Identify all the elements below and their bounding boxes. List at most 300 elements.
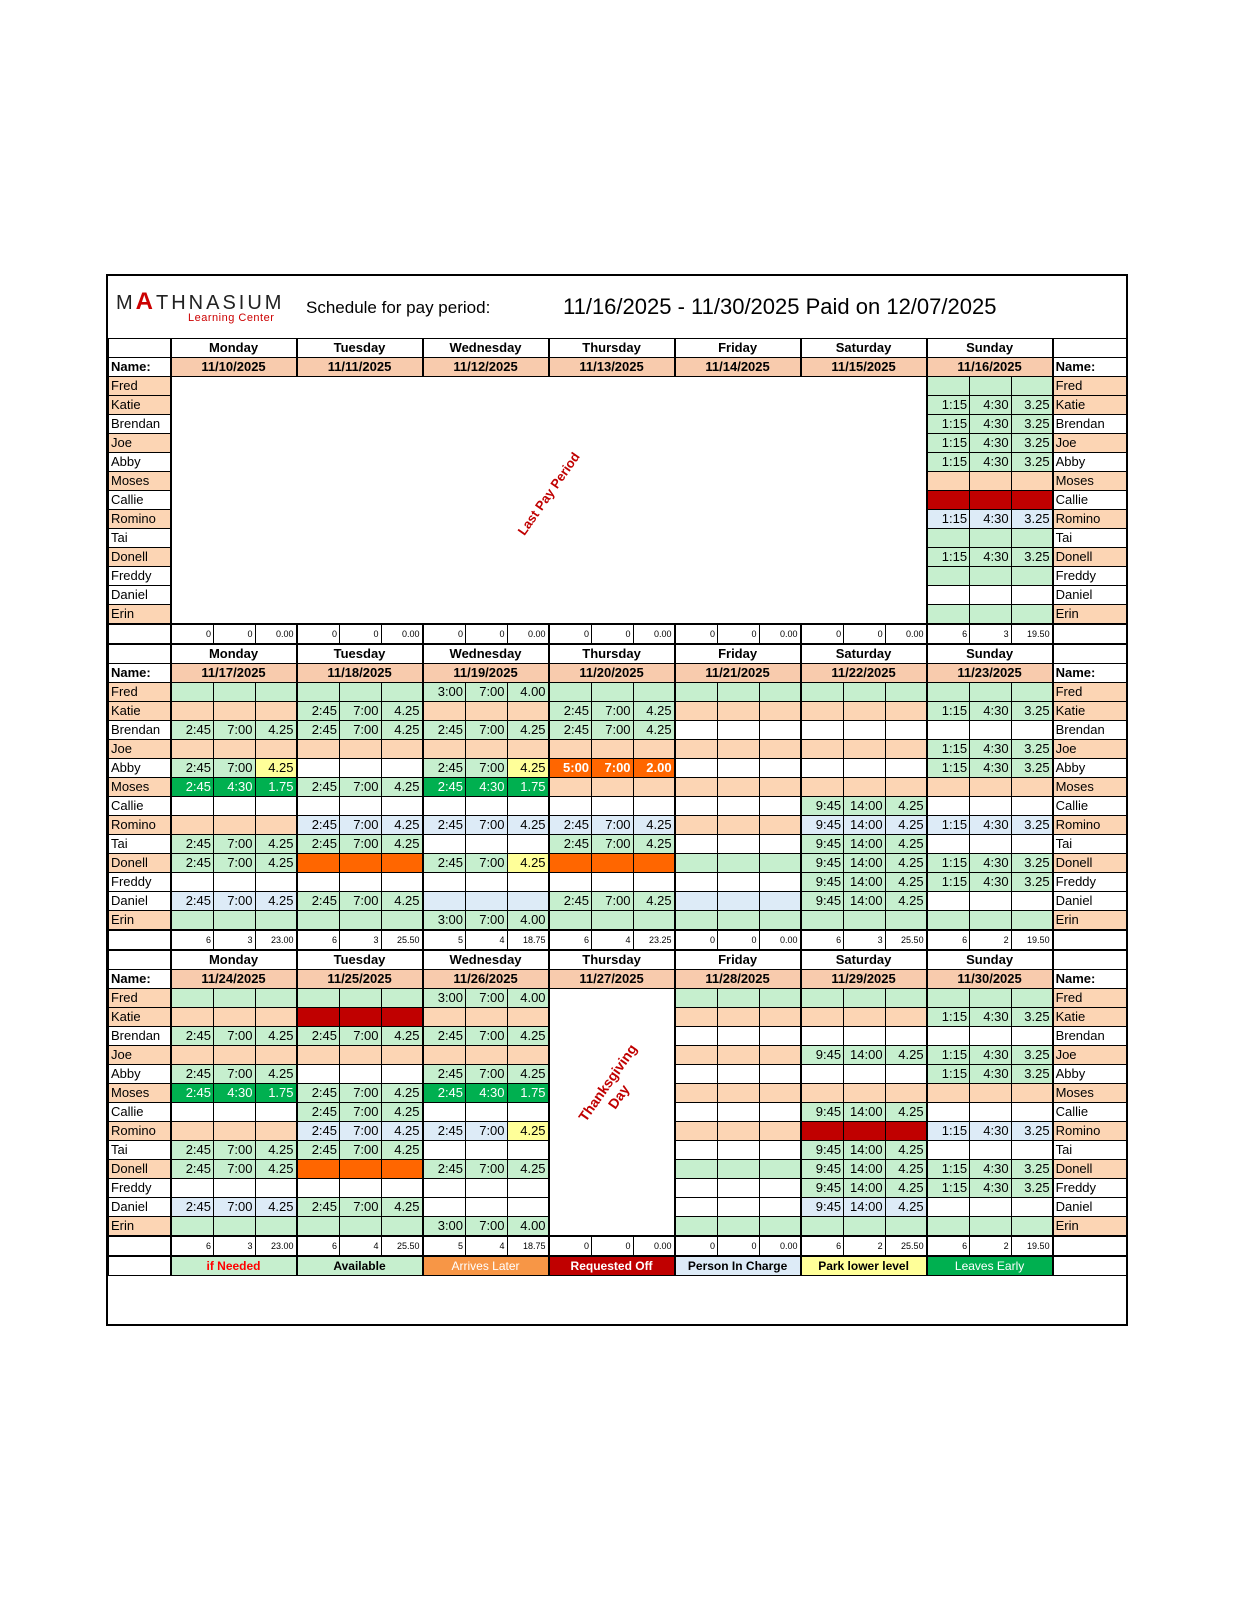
hours [255, 873, 297, 892]
employee-row [109, 740, 1127, 759]
date-cell: 11/26/2025 [423, 970, 549, 989]
start-time: 2:45 [297, 1084, 340, 1103]
shift-count: 6 [297, 1236, 340, 1256]
total-hours: 25.50 [381, 930, 423, 950]
start-time [423, 873, 466, 892]
start-time: 2:45 [423, 778, 466, 797]
row-label-blank-right [1053, 339, 1127, 358]
staff-count: 3 [214, 1236, 256, 1256]
start-time [675, 1027, 718, 1046]
hours [759, 683, 801, 702]
end-time [340, 1160, 382, 1179]
start-time: 1:15 [927, 510, 970, 529]
employee-name: Fred [109, 377, 171, 396]
end-time [466, 892, 508, 911]
end-time: 7:00 [592, 759, 634, 778]
hours [759, 1084, 801, 1103]
date-row [109, 358, 1127, 377]
end-time: 4:30 [970, 510, 1012, 529]
start-time [297, 1217, 340, 1237]
hours: 4.25 [885, 835, 927, 854]
hours: 4.25 [885, 873, 927, 892]
end-time [466, 702, 508, 721]
end-time [214, 1103, 256, 1122]
start-time [297, 1065, 340, 1084]
start-time [297, 911, 340, 931]
end-time [970, 377, 1012, 396]
date-cell: 11/29/2025 [801, 970, 927, 989]
end-time [340, 1179, 382, 1198]
end-time [844, 721, 886, 740]
start-time: 2:45 [297, 778, 340, 797]
end-time [844, 778, 886, 797]
employee-row [109, 797, 1127, 816]
hours: 4.25 [885, 1160, 927, 1179]
start-time [801, 702, 844, 721]
start-time [549, 873, 592, 892]
employee-name-right: Daniel [1053, 892, 1127, 911]
start-time [675, 854, 718, 873]
staff-count: 0 [844, 624, 886, 644]
staff-count: 0 [718, 1236, 760, 1256]
employee-row [109, 989, 1127, 1008]
start-time [297, 1008, 340, 1027]
mathnasium-logo [116, 286, 296, 330]
start-time [675, 911, 718, 931]
hours [507, 702, 549, 721]
hours: 4.25 [255, 1198, 297, 1217]
employee-name-right: Erin [1053, 911, 1127, 931]
hours [1011, 683, 1053, 702]
shift-count: 6 [801, 1236, 844, 1256]
employee-name: Brendan [109, 1027, 171, 1046]
hours [1011, 377, 1053, 396]
employee-name-right: Moses [1053, 1084, 1127, 1103]
total-hours: 25.50 [885, 1236, 927, 1256]
end-time: 7:00 [340, 1198, 382, 1217]
start-time: 2:45 [171, 778, 214, 797]
hours [759, 740, 801, 759]
end-time [466, 1008, 508, 1027]
hours: 4.25 [381, 1122, 423, 1141]
start-time [171, 989, 214, 1008]
hours: 4.25 [885, 1046, 927, 1065]
hours [885, 1027, 927, 1046]
employee-name: Daniel [109, 586, 171, 605]
day-name-wednesday: Wednesday [423, 950, 549, 970]
employee-name: Katie [109, 702, 171, 721]
start-time: 2:45 [423, 1084, 466, 1103]
start-time: 1:15 [927, 434, 970, 453]
end-time: 4:30 [970, 1008, 1012, 1027]
employee-name: Callie [109, 491, 171, 510]
hours: 4.25 [507, 816, 549, 835]
start-time [297, 683, 340, 702]
start-time [675, 1065, 718, 1084]
total-hours: 0.00 [759, 1236, 801, 1256]
start-time: 2:45 [171, 1160, 214, 1179]
blank-period-area [171, 377, 927, 625]
start-time: 3:00 [423, 1217, 466, 1237]
total-hours: 0.00 [381, 624, 423, 644]
hours: 4.00 [507, 911, 549, 931]
start-time: 2:45 [297, 1141, 340, 1160]
start-time: 1:15 [927, 702, 970, 721]
total-hours: 0.00 [633, 1236, 675, 1256]
start-time: 2:45 [297, 1103, 340, 1122]
end-time: 14:00 [844, 1160, 886, 1179]
row-label-blank-right [1053, 644, 1127, 664]
employee-name-right: Daniel [1053, 1198, 1127, 1217]
start-time [675, 759, 718, 778]
hours: 3.25 [1011, 415, 1053, 434]
hours: 4.25 [381, 816, 423, 835]
end-time [718, 778, 760, 797]
start-time [297, 1160, 340, 1179]
shift-count: 0 [423, 624, 466, 644]
last-pay-period-note: Last Pay Period [514, 449, 583, 538]
hours: 3.25 [1011, 1065, 1053, 1084]
end-time [466, 740, 508, 759]
hours [381, 854, 423, 873]
start-time: 2:45 [549, 702, 592, 721]
end-time [718, 816, 760, 835]
hours [255, 797, 297, 816]
start-time: 2:45 [171, 759, 214, 778]
employee-name: Freddy [109, 873, 171, 892]
total-hours: 23.25 [633, 930, 675, 950]
hours [507, 1008, 549, 1027]
employee-name: Moses [109, 778, 171, 797]
hours [381, 1065, 423, 1084]
date-cell: 11/27/2025 [549, 970, 675, 989]
end-time [844, 911, 886, 931]
hours: 4.25 [381, 1198, 423, 1217]
start-time [927, 721, 970, 740]
total-hours: 0.00 [255, 624, 297, 644]
total-hours: 25.50 [885, 930, 927, 950]
staff-count: 2 [844, 1236, 886, 1256]
end-time: 4:30 [970, 759, 1012, 778]
employee-row [109, 721, 1127, 740]
date-cell: 11/24/2025 [171, 970, 297, 989]
hours [759, 702, 801, 721]
hours: 4.25 [633, 702, 675, 721]
start-time: 9:45 [801, 1141, 844, 1160]
start-time [171, 1217, 214, 1237]
end-time [718, 854, 760, 873]
staff-count: 0 [466, 624, 508, 644]
employee-name: Tai [109, 529, 171, 548]
day-name-row [109, 644, 1127, 664]
shift-count: 0 [675, 1236, 718, 1256]
end-time [466, 835, 508, 854]
start-time [423, 1046, 466, 1065]
hours [885, 759, 927, 778]
end-time [718, 1084, 760, 1103]
employee-name: Daniel [109, 892, 171, 911]
start-time: 1:15 [927, 1160, 970, 1179]
end-time [970, 778, 1012, 797]
hours [1011, 721, 1053, 740]
total-hours: 0.00 [759, 930, 801, 950]
start-time [927, 1103, 970, 1122]
staff-count: 4 [592, 930, 634, 950]
end-time: 7:00 [466, 1122, 508, 1141]
hours: 4.25 [885, 1179, 927, 1198]
end-time: 14:00 [844, 816, 886, 835]
legend-person-in-charge: Person In Charge [675, 1256, 801, 1276]
totals-blank-right [1053, 624, 1127, 644]
start-time: 2:45 [549, 721, 592, 740]
hours [507, 1179, 549, 1198]
staff-count: 2 [970, 930, 1012, 950]
end-time [718, 1160, 760, 1179]
name-header-label: Name: [109, 970, 171, 989]
end-time [718, 740, 760, 759]
hours: 4.25 [507, 1027, 549, 1046]
start-time [171, 1046, 214, 1065]
hours [885, 683, 927, 702]
start-time: 2:45 [423, 1065, 466, 1084]
start-time: 2:45 [423, 854, 466, 873]
employee-name-right: Joe [1053, 434, 1127, 453]
shift-count: 0 [675, 930, 718, 950]
end-time [970, 797, 1012, 816]
shift-count: 5 [423, 930, 466, 950]
employee-name-right: Tai [1053, 529, 1127, 548]
end-time [844, 1217, 886, 1237]
hours [1011, 1027, 1053, 1046]
end-time: 7:00 [592, 892, 634, 911]
shift-count: 6 [927, 930, 970, 950]
start-time [423, 1198, 466, 1217]
end-time: 4:30 [970, 434, 1012, 453]
employee-name-right: Brendan [1053, 1027, 1127, 1046]
start-time [171, 911, 214, 931]
staff-count: 0 [592, 624, 634, 644]
start-time [297, 854, 340, 873]
row-label-blank [109, 950, 171, 970]
end-time [718, 1122, 760, 1141]
start-time: 2:45 [171, 1084, 214, 1103]
hours [633, 873, 675, 892]
total-hours: 19.50 [1011, 930, 1053, 950]
end-time [718, 721, 760, 740]
staff-count: 3 [970, 624, 1012, 644]
employee-name: Romino [109, 1122, 171, 1141]
start-time [675, 778, 718, 797]
end-time [718, 1141, 760, 1160]
start-time [675, 1160, 718, 1179]
start-time [297, 1046, 340, 1065]
hours: 4.25 [381, 835, 423, 854]
hours: 3.25 [1011, 510, 1053, 529]
employee-row [109, 816, 1127, 835]
end-time [718, 702, 760, 721]
employee-name: Abby [109, 453, 171, 472]
total-hours: 23.00 [255, 1236, 297, 1256]
end-time: 14:00 [844, 1046, 886, 1065]
staff-count: 3 [214, 930, 256, 950]
end-time [970, 586, 1012, 605]
end-time [718, 683, 760, 702]
employee-name-right: Brendan [1053, 415, 1127, 434]
hours [1011, 1084, 1053, 1103]
total-hours: 0.00 [759, 624, 801, 644]
hours [759, 1179, 801, 1198]
end-time [844, 1084, 886, 1103]
end-time [970, 989, 1012, 1008]
end-time [970, 892, 1012, 911]
start-time: 9:45 [801, 816, 844, 835]
hours [759, 989, 801, 1008]
start-time [927, 529, 970, 548]
employee-row [109, 873, 1127, 892]
end-time [214, 797, 256, 816]
hours [255, 702, 297, 721]
end-time [214, 816, 256, 835]
employee-name: Donell [109, 548, 171, 567]
legend-blank-right [1053, 1256, 1127, 1276]
logo-subtitle: Learning Center [188, 312, 275, 324]
total-hours: 0.00 [633, 624, 675, 644]
start-time: 1:15 [927, 453, 970, 472]
start-time [927, 472, 970, 491]
employee-name-right: Abby [1053, 1065, 1127, 1084]
start-time [675, 816, 718, 835]
employee-name: Joe [109, 1046, 171, 1065]
pay-period-text: 11/16/2025 - 11/30/2025 Paid on 12/07/2025 [563, 294, 997, 319]
end-time [340, 911, 382, 931]
day-name-saturday: Saturday [801, 339, 927, 358]
hours [1011, 472, 1053, 491]
hours [507, 740, 549, 759]
hours [759, 721, 801, 740]
start-time [801, 989, 844, 1008]
end-time [718, 759, 760, 778]
day-name-wednesday: Wednesday [423, 644, 549, 664]
end-time [340, 989, 382, 1008]
day-name-sunday: Sunday [927, 644, 1053, 664]
hours [759, 1103, 801, 1122]
end-time [214, 1122, 256, 1141]
start-time: 2:45 [297, 721, 340, 740]
employee-name: Moses [109, 472, 171, 491]
start-time: 9:45 [801, 797, 844, 816]
end-time [340, 1217, 382, 1237]
legend-available: Available [297, 1256, 423, 1276]
hours: 4.25 [255, 759, 297, 778]
end-time [970, 491, 1012, 510]
hours [381, 797, 423, 816]
start-time [675, 1103, 718, 1122]
employee-name-right: Moses [1053, 778, 1127, 797]
schedule-sheet [106, 274, 1128, 1326]
shift-count: 6 [927, 1236, 970, 1256]
start-time [171, 683, 214, 702]
legend-leaves-early: Leaves Early [927, 1256, 1053, 1276]
shift-count: 0 [675, 624, 718, 644]
hours [885, 989, 927, 1008]
end-time [214, 1046, 256, 1065]
start-time [801, 683, 844, 702]
employee-name: Romino [109, 816, 171, 835]
start-time [927, 1027, 970, 1046]
day-name-tuesday: Tuesday [297, 950, 423, 970]
name-header-label-right: Name: [1053, 664, 1127, 683]
hours: 4.25 [255, 1160, 297, 1179]
shift-count: 0 [549, 1236, 592, 1256]
end-time [970, 1103, 1012, 1122]
employee-name: Fred [109, 989, 171, 1008]
employee-name: Erin [109, 911, 171, 931]
end-time: 7:00 [466, 911, 508, 931]
end-time: 7:00 [466, 1217, 508, 1237]
start-time: 2:45 [171, 835, 214, 854]
employee-name-right: Freddy [1053, 567, 1127, 586]
end-time [844, 702, 886, 721]
end-time [340, 854, 382, 873]
end-time: 4:30 [466, 778, 508, 797]
start-time [171, 1179, 214, 1198]
end-time [592, 854, 634, 873]
start-time [801, 1008, 844, 1027]
hours: 4.00 [507, 1217, 549, 1237]
legend-if-needed: if Needed [171, 1256, 297, 1276]
legend-arrives-later: Arrives Later [423, 1256, 549, 1276]
employee-name-right: Katie [1053, 1008, 1127, 1027]
hours [759, 1141, 801, 1160]
date-cell: 11/18/2025 [297, 664, 423, 683]
start-time [675, 1141, 718, 1160]
end-time: 4:30 [214, 778, 256, 797]
hours: 4.25 [633, 835, 675, 854]
end-time [214, 1008, 256, 1027]
start-time [171, 1122, 214, 1141]
end-time: 7:00 [340, 702, 382, 721]
start-time [801, 1084, 844, 1103]
end-time [970, 911, 1012, 931]
hours: 4.25 [885, 854, 927, 873]
employee-name-right: Romino [1053, 1122, 1127, 1141]
staff-count: 0 [718, 624, 760, 644]
end-time [844, 1065, 886, 1084]
end-time [970, 721, 1012, 740]
start-time [423, 1179, 466, 1198]
hours: 4.25 [885, 1103, 927, 1122]
day-name-row [109, 339, 1127, 358]
hours [507, 1103, 549, 1122]
start-time [801, 778, 844, 797]
end-time [466, 1198, 508, 1217]
employee-name-right: Romino [1053, 816, 1127, 835]
end-time: 7:00 [466, 683, 508, 702]
start-time [297, 740, 340, 759]
end-time: 7:00 [592, 721, 634, 740]
start-time [801, 1027, 844, 1046]
end-time: 14:00 [844, 797, 886, 816]
end-time: 14:00 [844, 892, 886, 911]
shift-count: 6 [297, 930, 340, 950]
start-time [801, 1065, 844, 1084]
employee-name-right: Erin [1053, 605, 1127, 625]
legend-park-lower-level: Park lower level [801, 1256, 927, 1276]
hours: 4.25 [633, 892, 675, 911]
hours [759, 1198, 801, 1217]
end-time: 7:00 [340, 835, 382, 854]
start-time [801, 911, 844, 931]
